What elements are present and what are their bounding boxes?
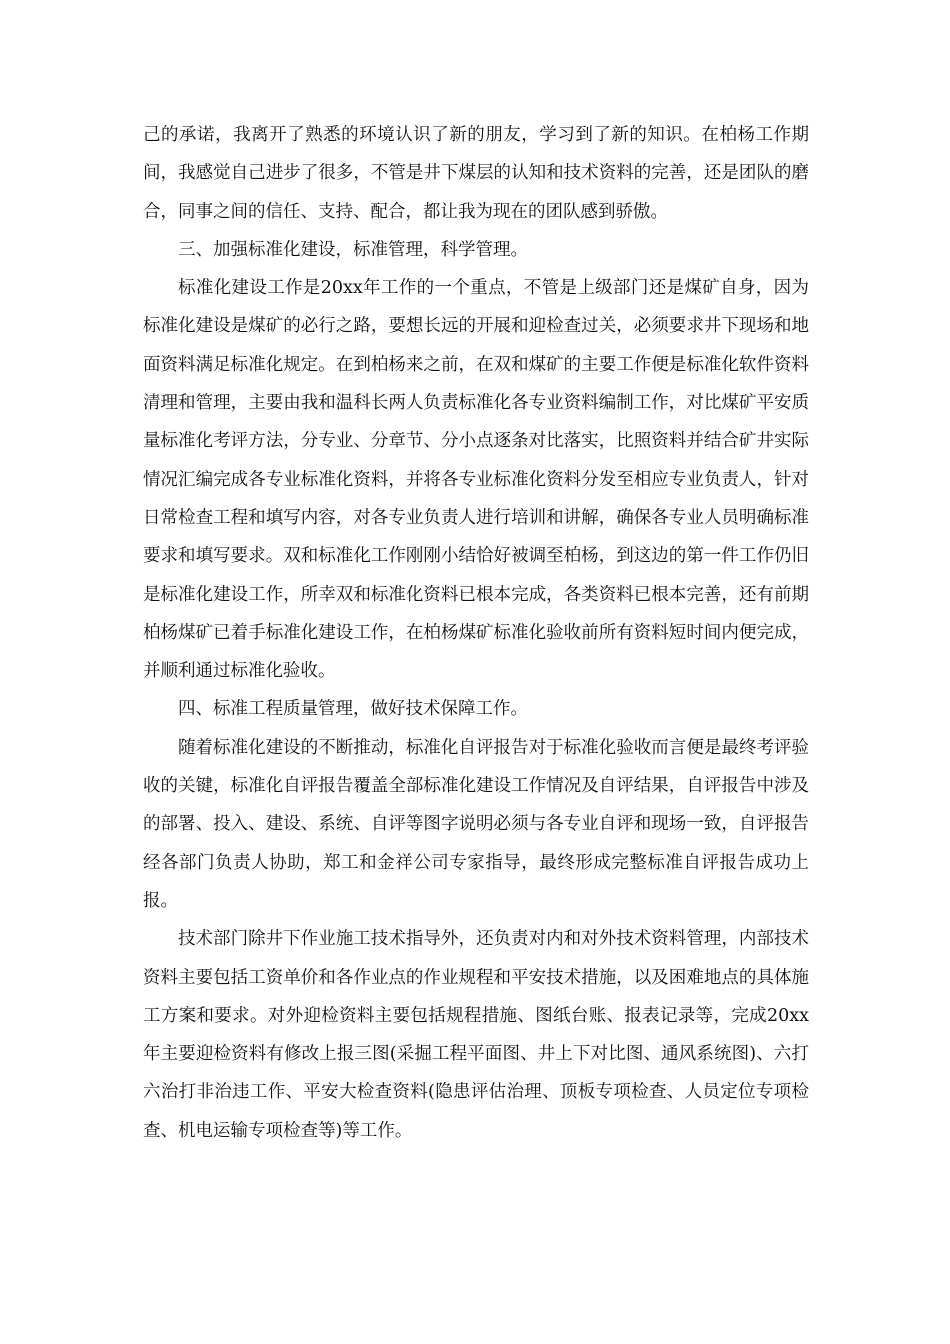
paragraph-technical-department: 技术部门除井下作业施工技术指导外，还负责对内和对外技术资料管理，内部技术资料主要包括工资单价和各作业点的作业规程和平安技术措施，以及困难地点的具体施工方案和要求。对外迎检资料主要包括规程措施、图纸台账、报表记录等，完成20xx年主要迎检资料有修改上报三图(采掘工程平面图、井上下对比图、通风系统图)、六打六治打非治违工作、平安大检查资料(隐患评估治理、顶板专项检查、人员定位专项检查、机电运输专项检查等)等工作。	[143, 929, 809, 1141]
paragraph-continuation: 己的承诺，我离开了熟悉的环境认识了新的朋友，学习到了新的知识。在柏杨工作期间，我感觉自己进步了很多，不管是井下煤层的认知和技术资料的完善，还是团队的磨合，同事之间的信任、支持、配合，都让我为现在的团队感到骄傲。	[143, 125, 809, 222]
document-body	[143, 116, 809, 1150]
section-heading-four: 四、标准工程质量管理，做好技术保障工作。	[178, 699, 528, 720]
paragraph-self-evaluation: 随着标准化建设的不断推动，标准化自评报告对于标准化验收而言便是最终考评验收的关键，标准化自评报告覆盖全部标准化建设工作情况及自评结果，自评报告中涉及的部署、投入、建设、系统、自评等图字说明必须与各专业自评和现场一致，自评报告经各部门负责人协助，郑工和金祥公司专家指导，最终形成完整标准自评报告成功上报。	[143, 737, 809, 911]
paragraph-standardization: 标准化建设工作是20xx年工作的一个重点，不管是上级部门还是煤矿自身，因为标准化建设是煤矿的必行之路，要想长远的开展和迎检查过关，必须要求井下现场和地面资料满足标准化规定。在到柏杨来之前，在双和煤矿的主要工作便是标准化软件资料清理和管理，主要由我和温科长两人负责标准化各专业资料编制工作，对比煤矿平安质量标准化考评方法，分专业、分章节、分小点逐条对比落实，比照资料并结合矿井实际情况汇编完成各专业标准化资料，并将各专业标准化资料分发至相应专业负责人，针对日常检查工程和填写内容，对各专业负责人进行培训和讲解，确保各专业人员明确标准要求和填写要求。双和标准化工作刚刚小结恰好被调至柏杨，到这边的第一件工作仍旧是标准化建设工作，所幸双和标准化资料已根本完成，各类资料已根本完善，还有前期柏杨煤矿已着手标准化建设工作，在柏杨煤矿标准化验收前所有资料短时间内便完成，并顺利通过标准化验收。	[143, 278, 809, 682]
section-heading-three: 三、加强标准化建设，标准管理，科学管理。	[178, 239, 528, 260]
